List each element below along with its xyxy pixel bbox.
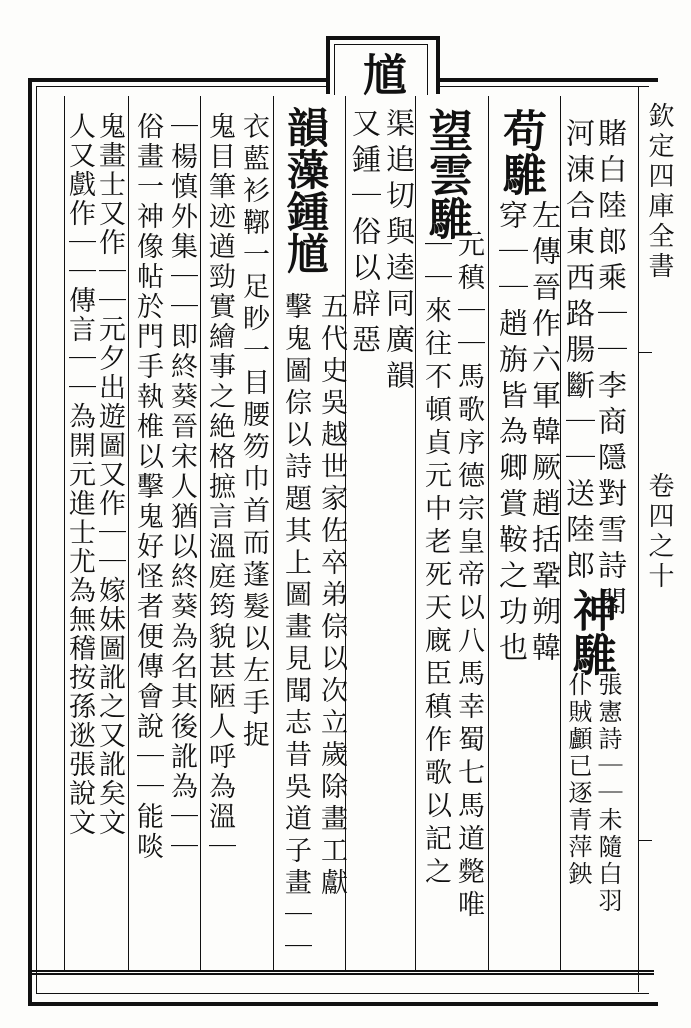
text-column: 衣藍衫鞹一足眇一目腰笏巾首而蓬髮以左手捉 [238, 112, 269, 752]
text-column: 鬼目筆迹遒勁實繪事之絶格摭言溫庭筠貌甚陋人呼為溫｜ [204, 112, 235, 862]
headword: 韻藻鍾馗 [281, 106, 330, 274]
text-column: 賭白陸郎乘｜｜李商隱對雪詩閣 [594, 118, 628, 622]
text-column: 穿｜｜趙旃皆為卿賞鞍之功也 [495, 200, 529, 668]
text-column: ｜｜來往不頓貞元中老死天廐臣稹作歌以記之 [420, 230, 451, 890]
column-rule [200, 96, 201, 970]
volume-label: 卷四之十 [644, 472, 674, 592]
tab-note-2: 又鍾｜俗以辟惡 [348, 108, 382, 360]
margin-rule [638, 86, 639, 992]
text-column: 左傳晉作六軍韓厥趙括鞏朔韓 [528, 200, 562, 668]
text-column: 俗畫一神像帖於門手執椎以擊鬼好怪者便傳會說｜｜能啖 [132, 112, 163, 862]
text-column: 擊鬼圖倧以詩題其上圖畫見聞志昔吳道子畫｜｜ [280, 292, 311, 964]
text-column: 張憲詩｜｜未隨白羽 [594, 672, 622, 915]
column-rule [488, 96, 489, 970]
margin-tick [638, 352, 652, 353]
headword: 苟騅 [495, 108, 546, 196]
text-column: 五代史吳越世家佐卒弟倧以次立歲除畫工獻 [316, 292, 347, 900]
tab-note-1: 渠追切與逵同廣韻 [382, 108, 416, 396]
text-column: 仆賊顱已逐青萍鉠 [564, 672, 592, 888]
column-rule [273, 96, 274, 970]
margin-tick [638, 840, 652, 841]
column-rule [128, 96, 129, 970]
text-column: ｜楊慎外集｜｜即終葵晉宋人猶以終葵為名其後訛為｜｜ [166, 112, 197, 862]
headword: 望雲騅 [421, 108, 472, 240]
headword: 神騅 [565, 588, 616, 676]
book-title: 欽定四庫全書 [644, 102, 674, 282]
text-column: 鬼畫士又作｜｜元夕出遊圖又作｜｜嫁妹圖訛之又訛矣文 [94, 112, 125, 837]
text-column: 人又戲作｜｜傳言｜｜為開元進士尤為無稽按孫逖張說文 [64, 112, 95, 837]
tab-headword: 馗 [355, 52, 406, 96]
bottom-rule [28, 970, 654, 975]
text-column: 元稹｜｜馬歌序德宗皇帝以八馬幸蜀七馬道斃唯 [453, 230, 484, 923]
text-column: 河涷合東西路腸斷｜｜送陸郎 [562, 118, 596, 586]
